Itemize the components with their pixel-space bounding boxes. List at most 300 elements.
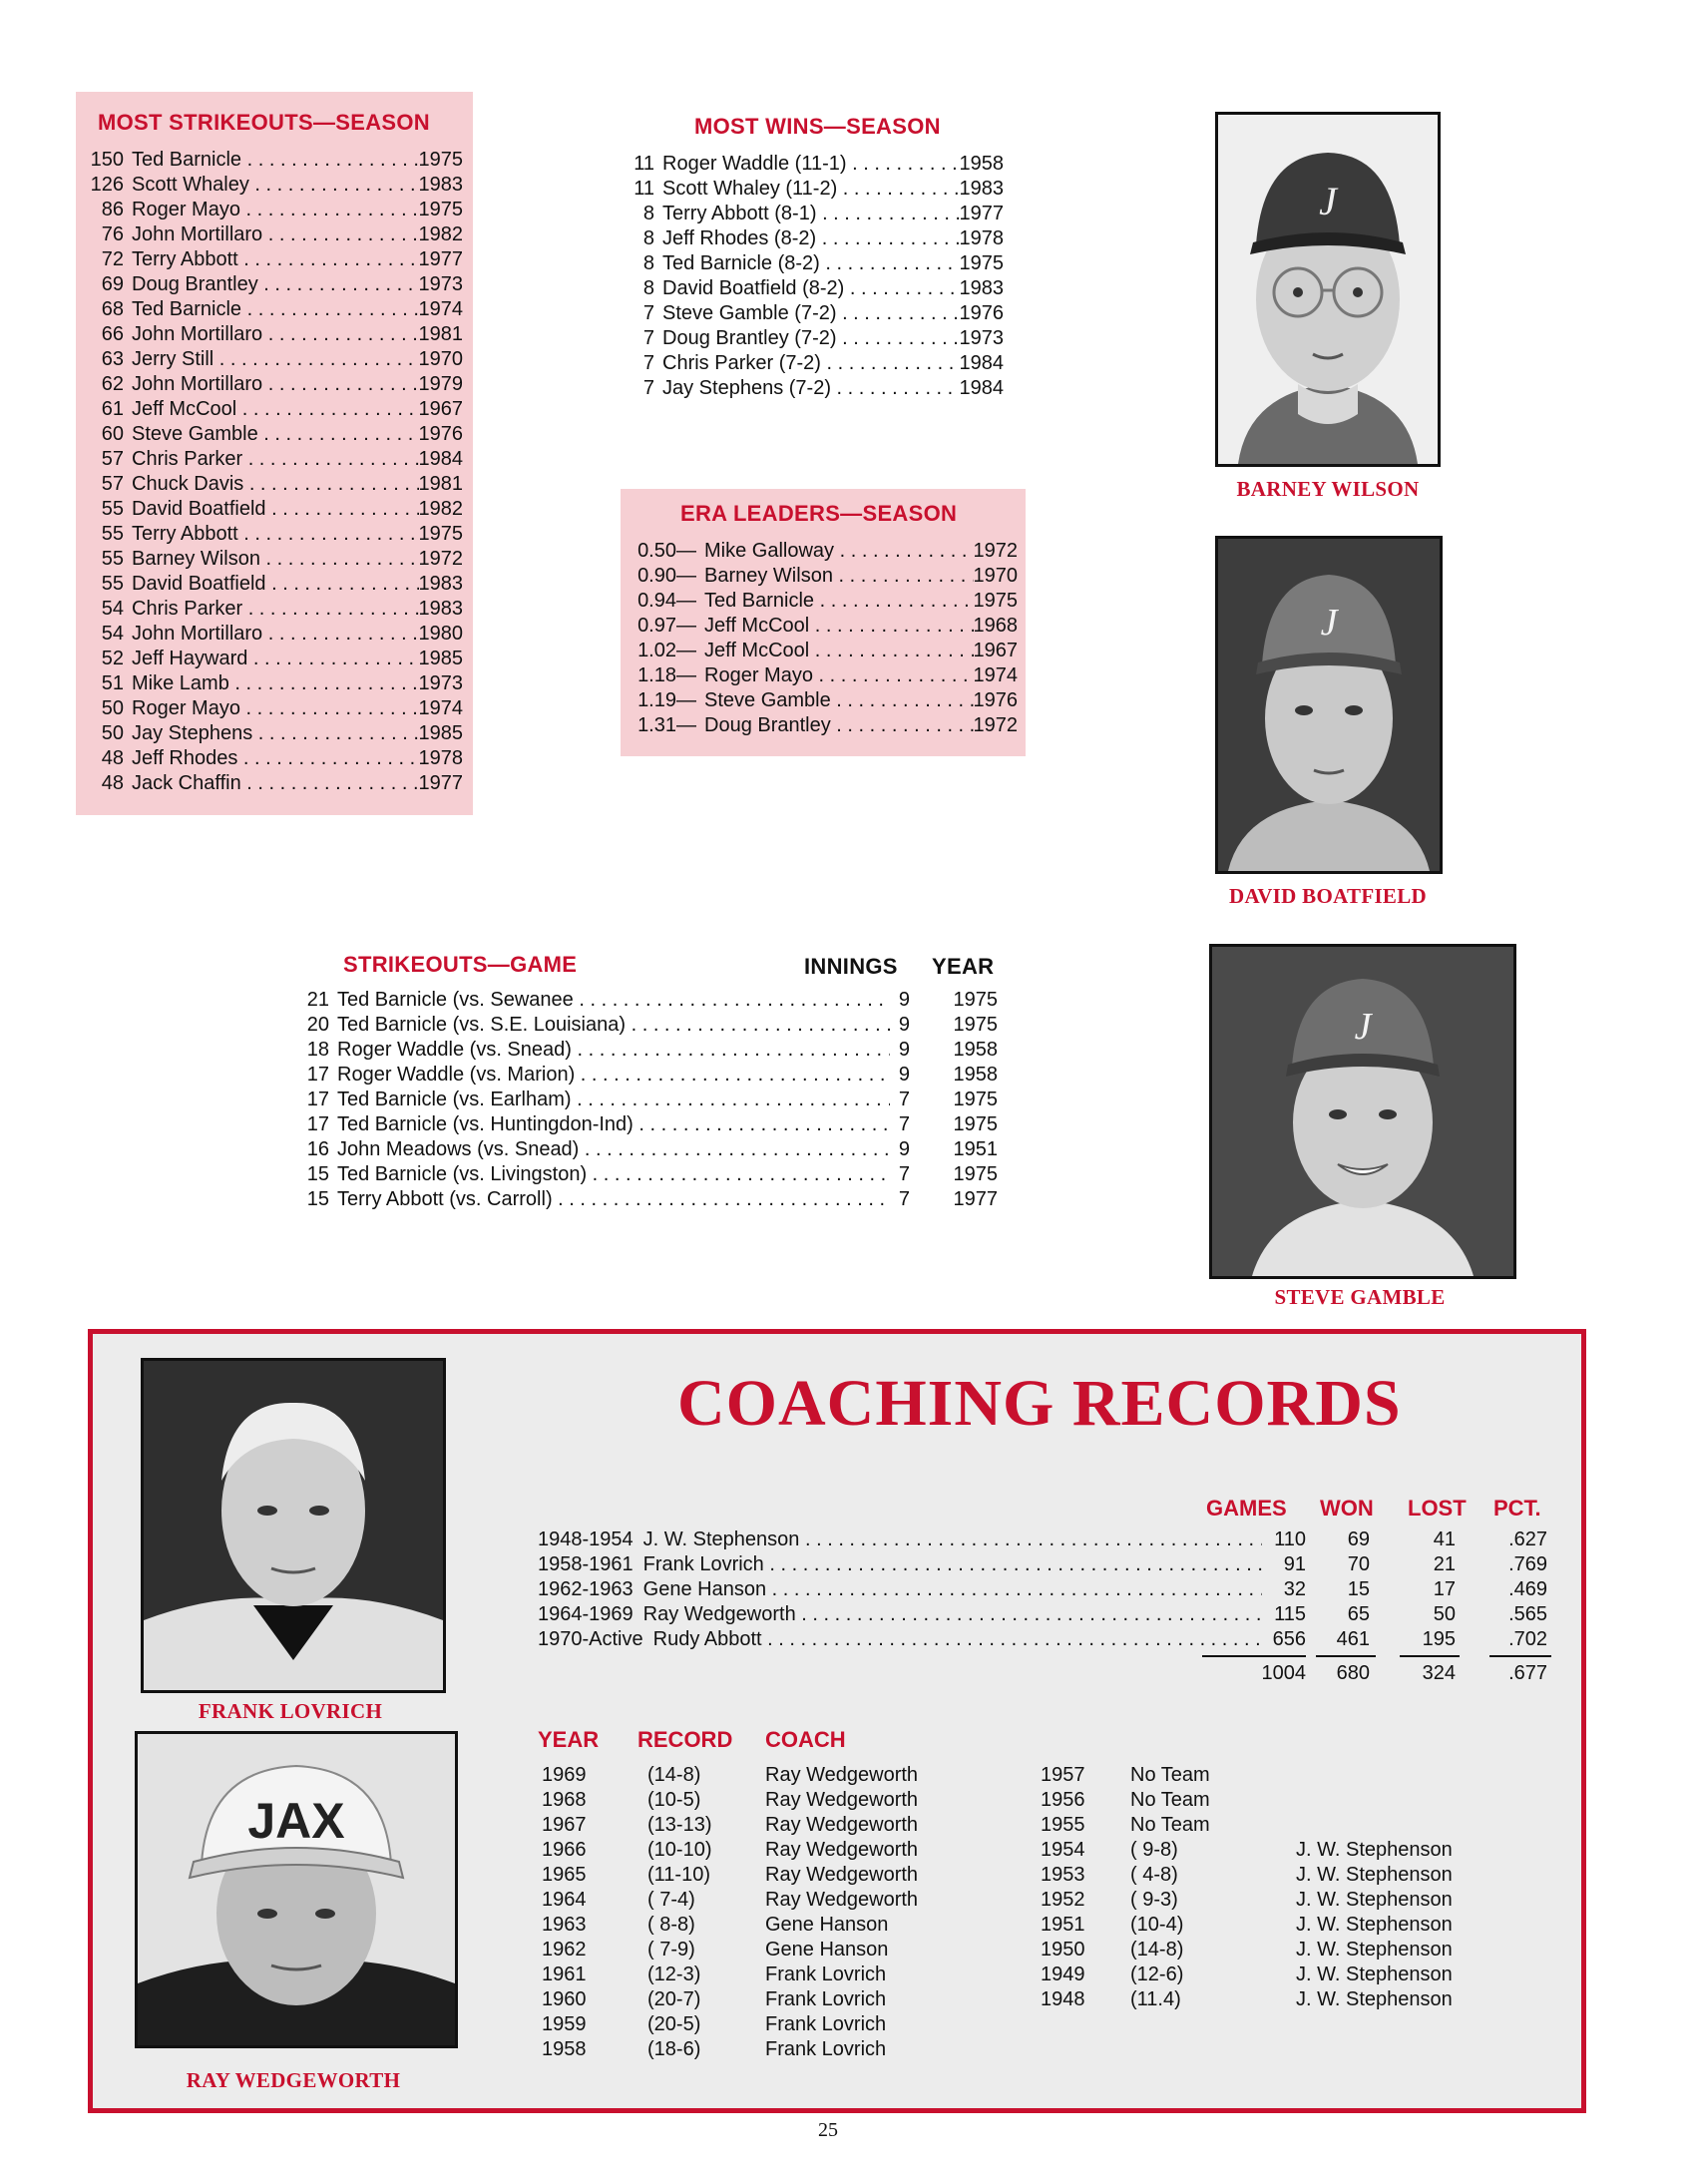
- player-name: Roger Mayo . . .: [132, 198, 419, 222]
- coach-won: 70: [1347, 1553, 1370, 1575]
- season-year: 1956: [1041, 1789, 1085, 1811]
- year-value: 1975: [953, 989, 998, 1011]
- year-value: 1970: [973, 565, 1018, 587]
- player-name: Roger Waddle (11-1) . . .: [662, 152, 960, 177]
- player-name: Ted Barnicle . . .: [132, 297, 419, 322]
- season-record: ( 7-4): [647, 1889, 695, 1911]
- season-coach: J. W. Stephenson: [1296, 1914, 1453, 1936]
- year-value: 1967: [418, 398, 463, 420]
- player-name: Jeff McCool . . .: [704, 639, 974, 663]
- year-value: 1974: [418, 697, 463, 719]
- season-year: 1969: [542, 1764, 587, 1786]
- stat-value: 11: [633, 178, 654, 200]
- list-item: [299, 1112, 998, 1137]
- player-name: John Meadows (vs. Snead) . . .: [337, 1137, 890, 1162]
- stat-value: 57: [101, 448, 124, 470]
- coach-games: 115: [1274, 1603, 1306, 1625]
- list-item: [86, 173, 463, 198]
- most-strikeouts-season-list: [86, 148, 463, 796]
- year-value: 1968: [973, 615, 1018, 637]
- player-name: Jay Stephens . . .: [132, 721, 419, 746]
- player-name: Mike Lamb . . .: [132, 671, 419, 696]
- season-coach: Gene Hanson: [765, 1914, 889, 1936]
- year-value: 1980: [418, 623, 463, 645]
- list-item: [86, 148, 463, 173]
- player-name: John Mortillaro . . .: [132, 372, 419, 397]
- player-name: Jeff Rhodes . . .: [132, 746, 419, 771]
- season-year: 1948: [1041, 1988, 1085, 2010]
- list-item: [629, 202, 1004, 226]
- most-wins-season-list: [629, 152, 1004, 401]
- player-name: Chuck Davis . . .: [132, 472, 419, 497]
- totals-rule: [1202, 1655, 1306, 1657]
- player-name: Jay Stephens (7-2) . . .: [662, 376, 960, 401]
- coach-years: 1970-Active: [538, 1628, 643, 1650]
- list-item: [629, 177, 1004, 202]
- list-item: [629, 152, 1004, 177]
- stat-value: 7: [642, 352, 654, 374]
- ray-wedgeworth-caption: RAY WEDGEWORTH: [186, 2068, 401, 2092]
- coach-name: Rudy Abbott . . .: [653, 1627, 1262, 1652]
- year-value: 1982: [418, 498, 463, 520]
- svg-text:JAX: JAX: [247, 1793, 345, 1849]
- season-record: (14-8): [647, 1764, 701, 1786]
- stat-value: 68: [101, 298, 124, 320]
- stat-value: 54: [101, 623, 124, 645]
- season-year: 1957: [1041, 1764, 1085, 1786]
- player-name: Jeff Rhodes (8-2) . . .: [662, 226, 960, 251]
- season-record: (14-8): [1130, 1939, 1184, 1961]
- totals-rule: [1489, 1655, 1551, 1657]
- innings-value: 7: [898, 1163, 910, 1185]
- stat-value: 150: [90, 149, 124, 171]
- stat-value: 0.94—: [637, 590, 696, 612]
- stat-value: 17: [306, 1064, 329, 1086]
- year-value: 1975: [953, 1089, 998, 1110]
- year-value: 1976: [973, 689, 1018, 711]
- player-name: Ted Barnicle (vs. Sewanee . . .: [337, 988, 890, 1013]
- barney-wilson-photo: [1215, 112, 1441, 467]
- innings-value: 9: [898, 1138, 910, 1160]
- total-lost: 324: [1422, 1662, 1456, 1684]
- season-record: ( 4-8): [1130, 1864, 1178, 1886]
- list-item: [86, 597, 463, 622]
- year-value: 1973: [418, 672, 463, 694]
- coach-lost: 41: [1433, 1529, 1456, 1550]
- list-item: [86, 696, 463, 721]
- coach-won: 69: [1347, 1529, 1370, 1550]
- coach-row: [538, 1528, 1306, 1552]
- list-item: [86, 572, 463, 597]
- most-strikeouts-season-box: [76, 92, 473, 815]
- stat-value: 52: [101, 648, 124, 669]
- list-item: [629, 226, 1004, 251]
- totals-rule: [1316, 1655, 1376, 1657]
- year-value: 1976: [418, 423, 463, 445]
- year-value: 1975: [953, 1014, 998, 1036]
- season-record: (13-13): [647, 1814, 712, 1836]
- player-name: David Boatfield . . .: [132, 497, 419, 522]
- year-value: 1983: [959, 277, 1004, 299]
- player-name: Chris Parker . . .: [132, 447, 419, 472]
- year-value: 1982: [418, 223, 463, 245]
- player-name: Chris Parker . . .: [132, 597, 419, 622]
- season-year: 1966: [542, 1839, 587, 1861]
- year-value: 1958: [959, 153, 1004, 175]
- innings-value: 9: [898, 1064, 910, 1086]
- player-name: Steve Gamble (7-2) . . .: [662, 301, 960, 326]
- player-name: Steve Gamble . . .: [704, 688, 974, 713]
- player-name: Roger Mayo . . .: [132, 696, 419, 721]
- year-value: 1970: [418, 348, 463, 370]
- coaching-records-box: [88, 1329, 1586, 2113]
- coach-years: 1962-1963: [538, 1578, 633, 1600]
- season-year: 1958: [542, 2038, 587, 2060]
- year-value: 1977: [418, 772, 463, 794]
- stat-value: 60: [101, 423, 124, 445]
- season-coach: Ray Wedgeworth: [765, 1814, 919, 1836]
- season-coach: Ray Wedgeworth: [765, 1764, 919, 1786]
- season-record: ( 9-3): [1130, 1889, 1178, 1911]
- list-item: [299, 1038, 998, 1063]
- player-name: Terry Abbott (vs. Carroll) . . .: [337, 1187, 890, 1212]
- season-coach: Ray Wedgeworth: [765, 1864, 919, 1886]
- stat-value: 55: [101, 573, 124, 595]
- year-value: 1983: [418, 598, 463, 620]
- season-record: No Team: [1130, 1764, 1210, 1786]
- stat-value: 0.97—: [637, 615, 696, 637]
- stat-value: 11: [633, 153, 654, 175]
- year-value: 1983: [959, 178, 1004, 200]
- list-item: [86, 746, 463, 771]
- coaching-records-title: COACHING RECORDS: [677, 1367, 1402, 1440]
- season-record: ( 9-8): [1130, 1839, 1178, 1861]
- player-name: David Boatfield . . .: [132, 572, 419, 597]
- year-value: 1975: [973, 590, 1018, 612]
- season-year: 1965: [542, 1864, 587, 1886]
- year-value: 1984: [959, 352, 1004, 374]
- lost-header: LOST: [1408, 1496, 1467, 1521]
- stat-value: 55: [101, 548, 124, 570]
- steve-gamble-photo: [1209, 944, 1516, 1279]
- most-wins-season-title: MOST WINS—SEASON: [694, 114, 941, 139]
- player-name: Jeff McCool . . .: [132, 397, 419, 422]
- stat-value: 51: [101, 672, 124, 694]
- season-year: 1955: [1041, 1814, 1085, 1836]
- player-name: Scott Whaley . . .: [132, 173, 419, 198]
- season-year: 1960: [542, 1988, 587, 2010]
- season-record: ( 7-9): [647, 1939, 695, 1961]
- stat-value: 21: [306, 989, 329, 1011]
- year-value: 1976: [959, 302, 1004, 324]
- stat-value: 1.18—: [637, 664, 696, 686]
- season-record: (12-3): [647, 1964, 701, 1985]
- coach-games: 32: [1283, 1578, 1306, 1600]
- list-item: [86, 397, 463, 422]
- year-value: 1975: [959, 252, 1004, 274]
- year-value: 1951: [953, 1138, 998, 1160]
- player-name: Barney Wilson . . .: [132, 547, 419, 572]
- season-year: 1954: [1041, 1839, 1085, 1861]
- stat-value: 8: [642, 227, 654, 249]
- stat-value: 8: [642, 203, 654, 224]
- stat-value: 1.31—: [637, 714, 696, 736]
- list-item: [299, 1137, 998, 1162]
- player-name: Ted Barnicle (vs. Earlham) . . .: [337, 1088, 890, 1112]
- list-item: [636, 639, 1018, 663]
- era-leaders-season-list: [636, 539, 1018, 738]
- season-year: 1964: [542, 1889, 587, 1911]
- list-item: [636, 663, 1018, 688]
- frank-lovrich-caption: FRANK LOVRICH: [198, 1699, 383, 1723]
- season-coach: Frank Lovrich: [765, 2038, 887, 2060]
- stat-value: 54: [101, 598, 124, 620]
- stat-value: 7: [642, 327, 654, 349]
- list-item: [86, 522, 463, 547]
- stat-value: 50: [101, 697, 124, 719]
- player-name: David Boatfield (8-2) . . .: [662, 276, 960, 301]
- season-record: No Team: [1130, 1789, 1210, 1811]
- year-value: 1978: [959, 227, 1004, 249]
- list-item: [86, 247, 463, 272]
- year-value: 1975: [418, 523, 463, 545]
- season-coach: J. W. Stephenson: [1296, 1864, 1453, 1886]
- innings-header: INNINGS: [804, 954, 898, 979]
- coach-pct: .469: [1508, 1578, 1547, 1600]
- year-value: 1981: [418, 323, 463, 345]
- david-boatfield-photo: [1215, 536, 1443, 874]
- stat-value: 1.02—: [637, 640, 696, 661]
- player-name: John Mortillaro . . .: [132, 222, 419, 247]
- year-value: 1973: [959, 327, 1004, 349]
- year-value: 1978: [418, 747, 463, 769]
- ray-wedgeworth-photo: [135, 1731, 458, 2048]
- strikeouts-game-list: [299, 988, 998, 1212]
- era-leaders-season-box: [621, 489, 1026, 756]
- list-item: [86, 547, 463, 572]
- innings-value: 9: [898, 1039, 910, 1061]
- year-value: 1981: [418, 473, 463, 495]
- player-name: Scott Whaley (11-2) . . .: [662, 177, 960, 202]
- list-item: [86, 447, 463, 472]
- stat-value: 16: [306, 1138, 329, 1160]
- pct-header: PCT.: [1493, 1496, 1541, 1521]
- totals-rule: [1400, 1655, 1460, 1657]
- season-year: 1962: [542, 1939, 587, 1961]
- stat-value: 1.19—: [637, 689, 696, 711]
- year-value: 1972: [973, 714, 1018, 736]
- year-value: 1984: [418, 448, 463, 470]
- player-name: Jeff McCool . . .: [704, 614, 974, 639]
- most-strikeouts-season-title: MOST STRIKEOUTS—SEASON: [98, 110, 430, 135]
- stat-value: 50: [101, 722, 124, 744]
- coach-lost: 50: [1433, 1603, 1456, 1625]
- stat-value: 15: [306, 1188, 329, 1210]
- total-pct: .677: [1508, 1662, 1547, 1684]
- season-year: 1949: [1041, 1964, 1085, 1985]
- season-record: (18-6): [647, 2038, 701, 2060]
- season-coach: Frank Lovrich: [765, 1988, 887, 2010]
- year-value: 1958: [953, 1064, 998, 1086]
- season-record: (10-4): [1130, 1914, 1184, 1936]
- coach-games: 110: [1274, 1529, 1306, 1550]
- stat-value: 126: [90, 174, 124, 196]
- year-value: 1975: [953, 1163, 998, 1185]
- stat-value: 8: [642, 252, 654, 274]
- stat-value: 7: [642, 377, 654, 399]
- stat-value: 76: [101, 223, 124, 245]
- player-name: John Mortillaro . . .: [132, 622, 419, 647]
- stat-value: 63: [101, 348, 124, 370]
- innings-value: 7: [898, 1188, 910, 1210]
- stat-value: 48: [101, 772, 124, 794]
- stat-value: 57: [101, 473, 124, 495]
- season-coach: J. W. Stephenson: [1296, 1964, 1453, 1985]
- coach-won: 15: [1347, 1578, 1370, 1600]
- player-name: Ted Barnicle (8-2) . . .: [662, 251, 960, 276]
- list-item: [636, 564, 1018, 589]
- season-coach: Ray Wedgeworth: [765, 1839, 919, 1861]
- svg-text:J: J: [1320, 602, 1338, 644]
- total-won: 680: [1336, 1662, 1370, 1684]
- year-value: 1977: [418, 248, 463, 270]
- season-coach: Gene Hanson: [765, 1939, 889, 1961]
- list-item: [629, 376, 1004, 401]
- stat-value: 15: [306, 1163, 329, 1185]
- player-name: Doug Brantley . . .: [704, 713, 974, 738]
- list-item: [629, 301, 1004, 326]
- year-value: 1967: [973, 640, 1018, 661]
- stat-value: 7: [642, 302, 654, 324]
- season-year: 1959: [542, 2013, 587, 2035]
- player-name: Terry Abbott . . .: [132, 247, 419, 272]
- list-item: [299, 1063, 998, 1088]
- coach-row: [538, 1552, 1306, 1577]
- list-item: [299, 1162, 998, 1187]
- season-record: (20-7): [647, 1988, 701, 2010]
- coach-name: J. W. Stephenson . . .: [643, 1528, 1262, 1552]
- coach-games: 91: [1283, 1553, 1306, 1575]
- coach-row: [538, 1577, 1306, 1602]
- year-value: 1973: [418, 273, 463, 295]
- coach-name: Gene Hanson . . .: [643, 1577, 1262, 1602]
- year-value: 1972: [973, 540, 1018, 562]
- player-name: Terry Abbott . . .: [132, 522, 419, 547]
- list-item: [86, 771, 463, 796]
- svg-text:J: J: [1354, 1006, 1372, 1048]
- innings-value: 7: [898, 1089, 910, 1110]
- stat-value: 17: [306, 1089, 329, 1110]
- coach-games: 656: [1272, 1628, 1306, 1650]
- list-item: [299, 988, 998, 1013]
- player-name: Jerry Still . . .: [132, 347, 419, 372]
- stat-value: 48: [101, 747, 124, 769]
- list-item: [86, 198, 463, 222]
- innings-value: 9: [898, 989, 910, 1011]
- player-name: Roger Waddle (vs. Snead) . . .: [337, 1038, 890, 1063]
- coach-lost: 21: [1433, 1553, 1456, 1575]
- list-item: [86, 497, 463, 522]
- stat-value: 61: [101, 398, 124, 420]
- list-item: [299, 1088, 998, 1112]
- year-value: 1974: [418, 298, 463, 320]
- coach-col-header: COACH: [765, 1727, 846, 1752]
- season-year: 1967: [542, 1814, 587, 1836]
- stat-value: 17: [306, 1113, 329, 1135]
- year-header: YEAR: [932, 954, 995, 979]
- list-item: [629, 251, 1004, 276]
- player-name: Chris Parker (7-2) . . .: [662, 351, 960, 376]
- stat-value: 55: [101, 523, 124, 545]
- coach-pct: .565: [1508, 1603, 1547, 1625]
- list-item: [636, 688, 1018, 713]
- list-item: [636, 614, 1018, 639]
- list-item: [86, 297, 463, 322]
- coach-pct: .769: [1508, 1553, 1547, 1575]
- stat-value: 20: [306, 1014, 329, 1036]
- year-value: 1974: [973, 664, 1018, 686]
- year-value: 1975: [418, 199, 463, 220]
- coach-years: 1948-1954: [538, 1529, 633, 1550]
- year-col-header: YEAR: [538, 1727, 600, 1752]
- year-value: 1977: [959, 203, 1004, 224]
- season-year: 1950: [1041, 1939, 1085, 1961]
- player-name: Terry Abbott (8-1) . . .: [662, 202, 960, 226]
- coach-pct: .702: [1508, 1628, 1547, 1650]
- coach-years: 1958-1961: [538, 1553, 633, 1575]
- list-item: [299, 1187, 998, 1212]
- stat-value: 0.90—: [637, 565, 696, 587]
- coach-won: 65: [1347, 1603, 1370, 1625]
- coach-won: 461: [1336, 1628, 1370, 1650]
- player-name: Ted Barnicle (vs. S.E. Louisiana) . . .: [337, 1013, 890, 1038]
- coach-lost: 195: [1422, 1628, 1456, 1650]
- player-name: Ted Barnicle (vs. Livingston) . . .: [337, 1162, 890, 1187]
- player-name: Ted Barnicle . . .: [704, 589, 974, 614]
- season-record: (11.4): [1130, 1988, 1181, 2010]
- player-name: Barney Wilson . . .: [704, 564, 974, 589]
- season-coach: Ray Wedgeworth: [765, 1789, 919, 1811]
- list-item: [299, 1013, 998, 1038]
- stat-value: 69: [101, 273, 124, 295]
- barney-wilson-caption: BARNEY WILSON: [1236, 477, 1420, 501]
- innings-value: 7: [898, 1113, 910, 1135]
- season-record: (11-10): [647, 1864, 710, 1886]
- year-value: 1983: [418, 174, 463, 196]
- season-year: 1951: [1041, 1914, 1085, 1936]
- year-value: 1979: [418, 373, 463, 395]
- year-value: 1958: [953, 1039, 998, 1061]
- season-year: 1961: [542, 1964, 587, 1985]
- total-games: 1004: [1261, 1662, 1306, 1684]
- year-value: 1975: [953, 1113, 998, 1135]
- list-item: [86, 372, 463, 397]
- season-record: (20-5): [647, 2013, 701, 2035]
- season-year: 1968: [542, 1789, 587, 1811]
- player-name: Roger Waddle (vs. Marion) . . .: [337, 1063, 890, 1088]
- david-boatfield-caption: DAVID BOATFIELD: [1228, 884, 1427, 908]
- coach-row: [538, 1627, 1306, 1652]
- won-header: WON: [1320, 1496, 1374, 1521]
- season-coach: J. W. Stephenson: [1296, 1839, 1453, 1861]
- steve-gamble-caption: STEVE GAMBLE: [1274, 1285, 1446, 1309]
- season-year: 1963: [542, 1914, 587, 1936]
- coach-row: [538, 1602, 1306, 1627]
- year-value: 1983: [418, 573, 463, 595]
- player-name: Roger Mayo . . .: [704, 663, 974, 688]
- page-number: 25: [818, 2119, 838, 2141]
- player-name: John Mortillaro . . .: [132, 322, 419, 347]
